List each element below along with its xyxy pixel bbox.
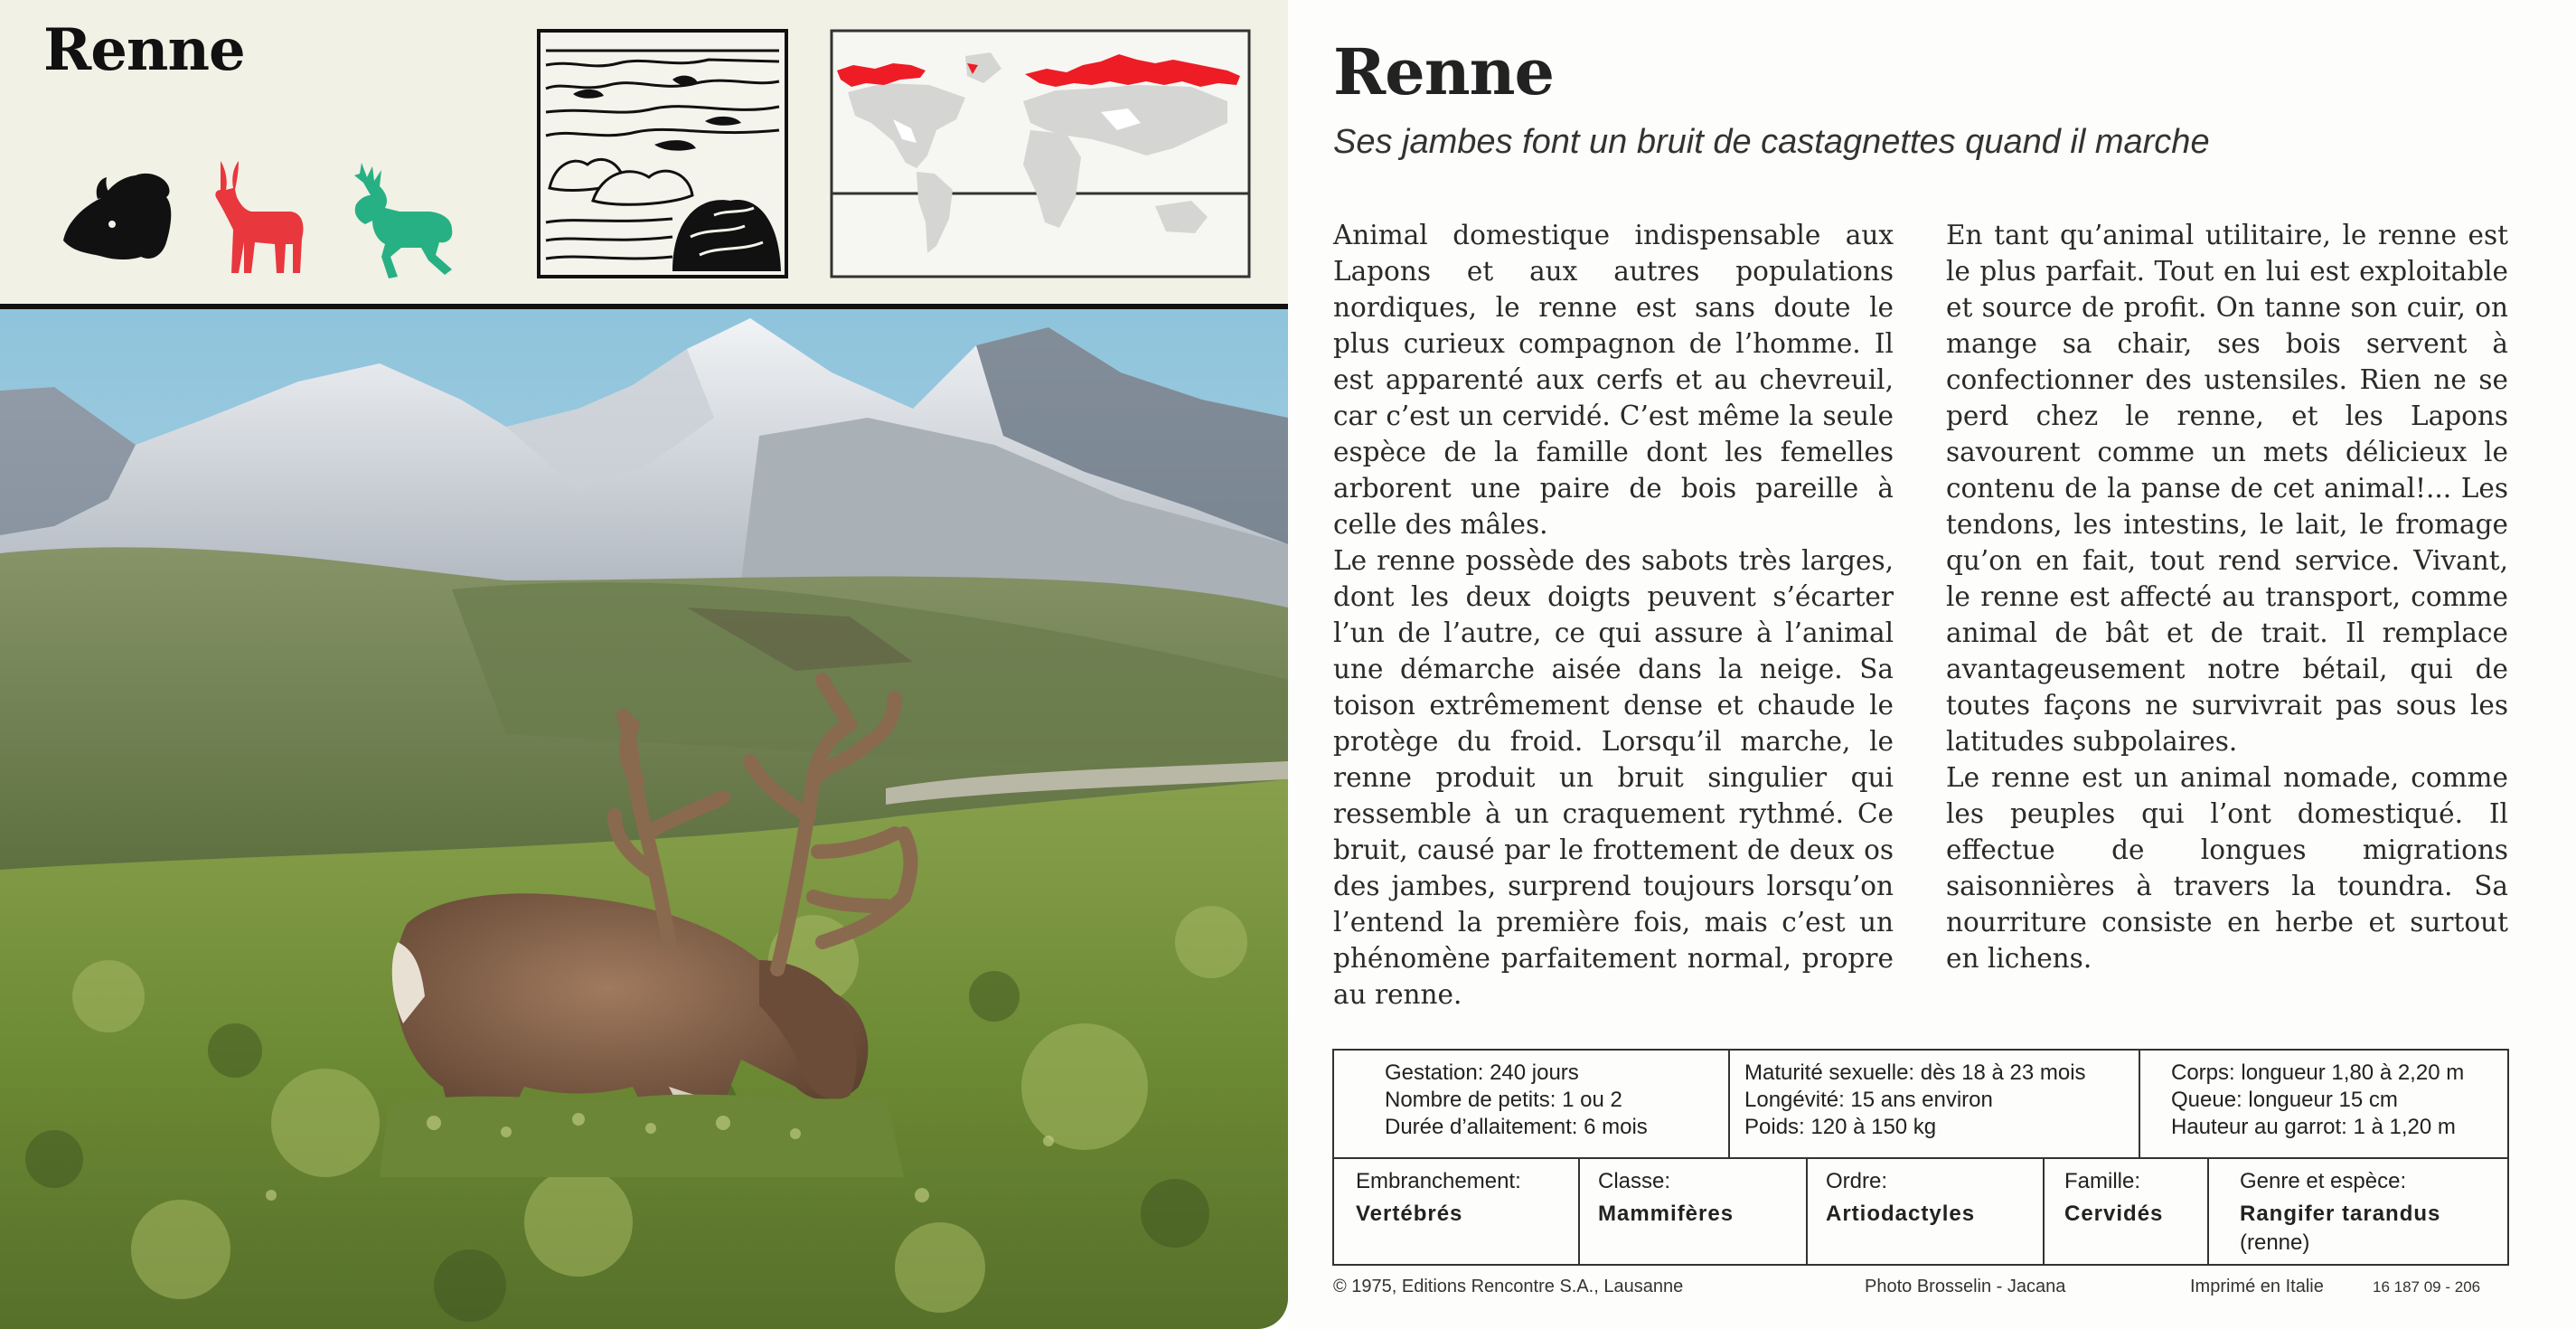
paragraph: Animal domestique indispensable aux Lapons et aux autres populations nordiques, le renne est sans doute le plus curieux compagnon de l’homme. Il est apparenté aux cerfs et au chevreuil, car c’est un cervidé. C’est même la seule espèce de la famille dont les femelles arborent une paire de bois pareille à celle des mâles. bbox=[1333, 220, 1894, 540]
stat-longevity: Longévité: 15 ans environ bbox=[1744, 1088, 1993, 1112]
paragraph: Le renne possède des sabots très larges, dont les deux doigts peuvent s’écarter l’un de l’autre, ce qui assure à l’animal une démarche aisée dans la neige. Sa toison extrêmement dense et chaude le protège du froid. Lorsqu’il marche, le renne produit un bruit singulier qui ressemble à un craquement rythmé. Ce bruit, causé par le frottement de deux os des jambes, surprend toujours lorsqu’on l’entend la première fois, mais c’est un phénomène parfaitement normal, propre au renne. bbox=[1333, 545, 1894, 1010]
stat-shoulder-height: Hauteur au garrot: 1 à 1,20 m bbox=[2171, 1115, 2456, 1139]
taxonomy-class: Classe: Mammifères bbox=[1580, 1157, 1808, 1264]
text-column-2 bbox=[1946, 217, 2508, 976]
stat-weight: Poids: 120 à 150 kg bbox=[1744, 1115, 1937, 1139]
running-deer-silhouette-icon bbox=[345, 161, 463, 280]
animal-head-silhouette-icon bbox=[58, 170, 175, 266]
taxonomy-family: Famille: Cervidés bbox=[2045, 1157, 2209, 1264]
right-card bbox=[1288, 0, 2576, 1329]
footer-printed: Imprimé en Italie bbox=[2190, 1277, 2324, 1296]
stat-maturity: Maturité sexuelle: dès 18 à 23 mois bbox=[1744, 1060, 2086, 1085]
antelope-silhouette-icon bbox=[208, 157, 309, 277]
card-header bbox=[0, 0, 1288, 307]
card-title: Renne bbox=[1333, 34, 1555, 109]
card-subtitle: Ses jambes font un bruit de castagnettes quand il marche bbox=[1333, 123, 2210, 161]
text-column-1 bbox=[1333, 217, 1894, 1013]
stats-table bbox=[1332, 1049, 2509, 1159]
footer-copyright: © 1975, Editions Rencontre S.A., Lausanne bbox=[1333, 1277, 1684, 1296]
taxonomy-species: Genre et espèce: Rangifer tarandus (renne) bbox=[2240, 1169, 2441, 1255]
stat-body-length: Corps: longueur 1,80 à 2,20 m bbox=[2171, 1060, 2465, 1085]
taxonomy-table bbox=[1332, 1157, 2509, 1266]
stat-gestation: Gestation: 240 jours bbox=[1385, 1060, 1579, 1085]
card-title: Renne bbox=[43, 16, 245, 84]
footer-photo-credit: Photo Brosselin - Jacana bbox=[1865, 1277, 2066, 1296]
stat-litter-size: Nombre de petits: 1 ou 2 bbox=[1385, 1088, 1622, 1112]
footer-code: 16 187 09 - 206 bbox=[2373, 1278, 2481, 1296]
stats-dimensions bbox=[2140, 1051, 2507, 1157]
reindeer-photo bbox=[0, 309, 1288, 1329]
world-distribution-map bbox=[830, 29, 1251, 278]
stats-reproduction bbox=[1334, 1051, 1730, 1157]
taxonomy-order: Ordre: Artiodactyles bbox=[1808, 1157, 2045, 1264]
paragraph: Le renne est un animal nomade, comme les peuples qui l’ont domestiqué. Il effectue de longues migrations saisonnières à travers la toundra. Sa nourriture consiste en herbe et surtout en lichens. bbox=[1946, 762, 2508, 974]
stat-tail-length: Queue: longueur 15 cm bbox=[2171, 1088, 2398, 1112]
taxonomy-phylum: Embranchement: Vertébrés bbox=[1334, 1157, 1580, 1264]
habitat-landscape-icon bbox=[537, 29, 788, 278]
paragraph: En tant qu’animal utilitaire, le renne est le plus parfait. Tout en lui est exploitable et source de profit. On tanne son cuir, on mange sa chair, ses bois servent à confectionner des ustensiles. Rien ne se perd chez le renne, et les Lapons savourent comme un mets délicieux le contenu de la panse de cet animal!... Les tendons, les intestins, le lait, le fromage qu’on en fait, tout rend service. Vivant, le renne est affecté au transport, comme animal de bât et de trait. Il remplace avantageusement notre bétail, qui de toutes façons ne survivrait pas sous les latitudes subpolaires. bbox=[1946, 220, 2508, 757]
stat-nursing: Durée d’allaitement: 6 mois bbox=[1385, 1115, 1648, 1139]
stats-life bbox=[1730, 1051, 2140, 1157]
